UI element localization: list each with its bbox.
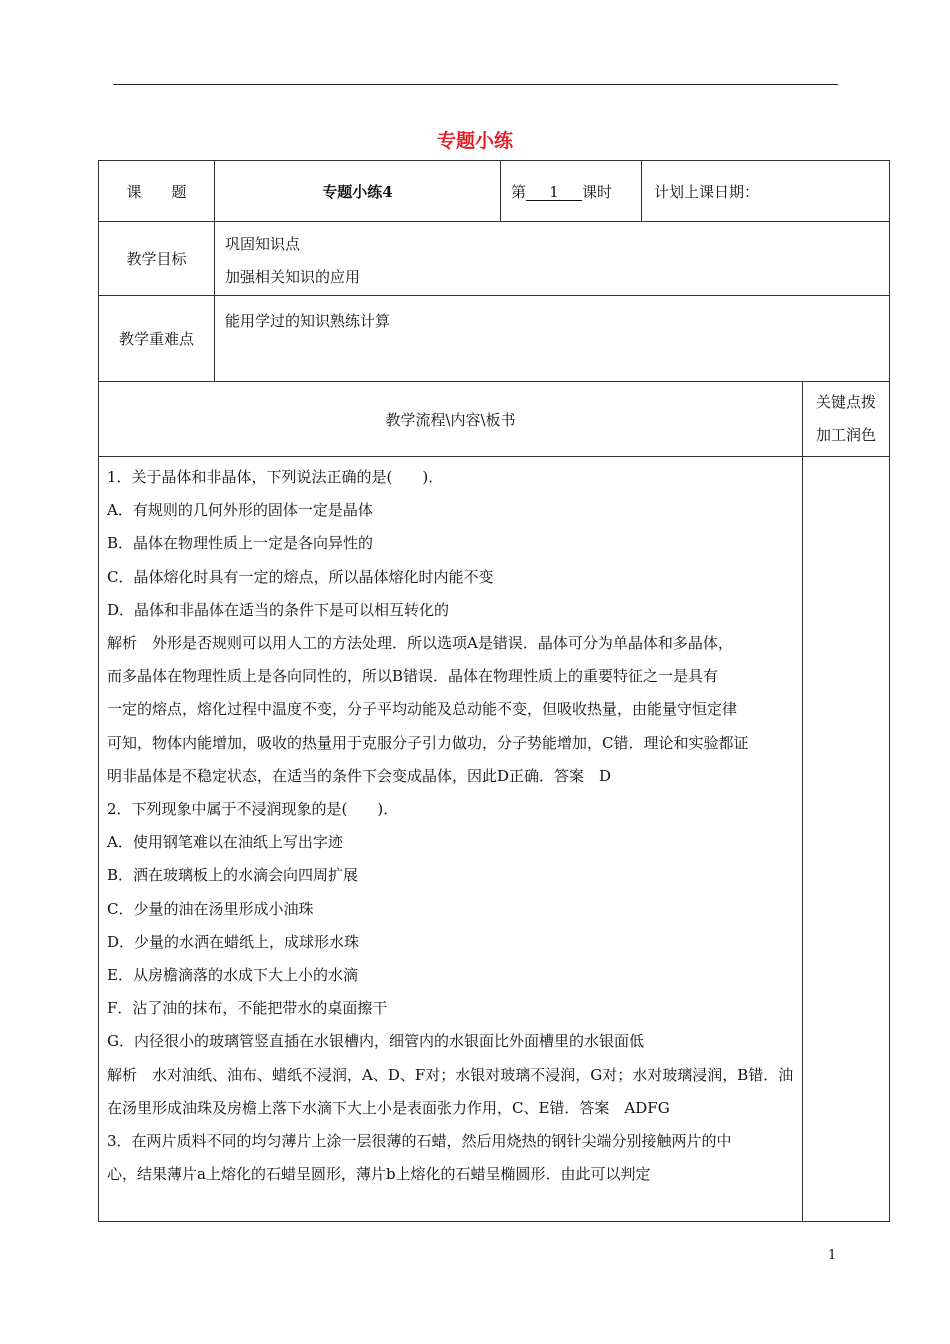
- page-number: 1: [828, 1248, 837, 1263]
- content-line: D．少量的水洒在蜡纸上，成球形水珠: [107, 932, 360, 951]
- key-points-content-cell: [215, 296, 890, 382]
- date-label: 计划上课日期：: [654, 182, 760, 201]
- notes-content-cell: [803, 457, 890, 1222]
- subject-label-cell: [99, 161, 215, 222]
- notes-label-1: 关键点拨: [816, 393, 877, 411]
- content-line: 明非晶体是不稳定状态，在适当的条件下会变成晶体，因此D正确．答案 D: [107, 766, 612, 785]
- goal-item: 巩固知识点: [225, 235, 301, 253]
- subject-label: 课 题: [126, 182, 187, 201]
- lesson-number-cell: [501, 161, 642, 222]
- document-title: 专题小练: [436, 130, 513, 152]
- content-line: C．晶体熔化时具有一定的熔点，所以晶体熔化时内能不变: [107, 567, 494, 586]
- header-rule: [113, 84, 838, 85]
- content-line: B．晶体在物理性质上一定是各向异性的: [107, 534, 374, 553]
- content-line: D．晶体和非晶体在适当的条件下是可以相互转化的: [107, 600, 450, 619]
- subject-value: 专题小练4: [322, 182, 393, 201]
- key-points-label: 教学重难点: [118, 330, 194, 348]
- lesson-plan-table: [98, 160, 890, 1222]
- content-line: 在汤里形成油珠及房檐上落下水滴下大上小是表面张力作用，C、E错．答案 ADFG: [107, 1098, 670, 1117]
- content-line: G．内径很小的玻璃管竖直插在水银槽内，细管内的水银面比外面槽里的水银面低: [107, 1032, 644, 1051]
- date-cell: [642, 161, 890, 222]
- content-line: B．洒在玻璃板上的水滴会向四周扩展: [107, 866, 359, 885]
- key-points-label-cell: [99, 296, 215, 382]
- goals-label-cell: [99, 222, 215, 296]
- content-line: A．使用钢笔难以在油纸上写出字迹: [107, 833, 343, 852]
- notes-header-cell: [803, 382, 890, 457]
- flow-label: 教学流程\内容\板书: [385, 410, 516, 429]
- content-line: E．从房檐滴落的水成下大上小的水滴: [107, 966, 358, 985]
- content-line: 1．关于晶体和非晶体，下列说法正确的是( )．: [107, 468, 444, 486]
- content-line: 可知，物体内能增加，吸收的热量用于克服分子引力做功，分子势能增加，C错．理论和实验都证: [107, 733, 749, 752]
- goals-label: 教学目标: [126, 250, 187, 268]
- subject-value-cell: [215, 161, 501, 222]
- lesson-suffix: 课时: [582, 182, 613, 201]
- goal-item: 加强相关知识的应用: [225, 268, 361, 286]
- notes-label-2: 加工润色: [816, 426, 877, 444]
- flow-header-cell: [99, 382, 803, 457]
- content-line: F．沾了油的抹布，不能把带水的桌面擦干: [107, 999, 388, 1018]
- content-line: 解析 水对油纸、油布、蜡纸不浸润，A、D、F对；水银对玻璃不浸润，G对；水对玻璃浸润，B错．油: [107, 1065, 794, 1084]
- lesson-prefix: 第: [511, 182, 527, 201]
- goals-content-cell: [215, 222, 890, 296]
- content-line: 3．在两片质料不同的均匀薄片上涂一层很薄的石蜡，然后用烧热的钢针尖端分别接触两片的中: [107, 1132, 732, 1151]
- key-points-text: 能用学过的知识熟练计算: [225, 312, 391, 330]
- content-line: A．有规则的几何外形的固体一定是晶体: [107, 501, 373, 520]
- content-cell: [99, 457, 803, 1222]
- content-line: 解析 外形是否规则可以用人工的方法处理．所以选项A是错误．晶体可分为单晶体和多晶体，: [107, 634, 733, 653]
- content-line: C．少量的油在汤里形成小油珠: [107, 899, 314, 918]
- lesson-number: 1: [526, 184, 582, 201]
- content-line: 一定的熔点，熔化过程中温度不变，分子平均动能及总动能不变，但吸收热量，由能量守恒定律: [107, 700, 738, 719]
- content-line: 心，结果薄片a上熔化的石蜡呈圆形，薄片b上熔化的石蜡呈椭圆形．由此可以判定: [107, 1165, 651, 1184]
- content-line: 而多晶体在物理性质上是各向同性的，所以B错误．晶体在物理性质上的重要特征之一是具有: [107, 667, 719, 686]
- content-line: 2．下列现象中属于不浸润现象的是( )．: [107, 800, 399, 819]
